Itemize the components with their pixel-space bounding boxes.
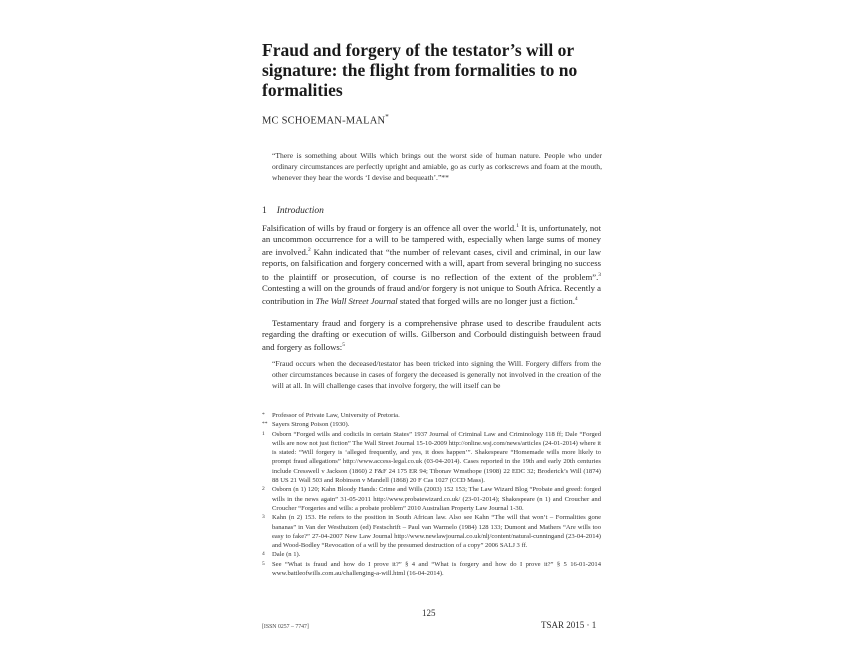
footnote [262,560,601,579]
author-footnote-marker: * [385,113,389,121]
text-run: stated that forged wills are no longer just a fiction. [397,295,575,306]
footnote [262,411,601,420]
footnote-ref: 2 [308,247,311,254]
page-number: 125 [422,608,436,618]
section-heading [262,206,324,216]
issn-line: [ISSN 0257 – 7747] [262,624,309,630]
footnote [262,550,601,559]
footnote-marker: * [262,412,265,418]
footnote-text: Dale (n 1). [272,551,301,559]
journal-name: The Wall Street Journal [315,295,398,306]
author-line [262,113,389,127]
footnote [262,485,601,513]
footnote-ref: 1 [516,223,519,229]
footnote [262,513,601,550]
footnote [262,430,601,486]
footnote-text: Osborn (n 1) 120; Kahn Bloody Hands: Crime and Wills (2003) 152 153; The Law Wizard Blog “Probate and greed: forged wills in the news again” 31-05-2011 http://www.probatewizard.co.uk/ (23-01-2014); Shakespeare (n 1) and Croucher and Croucher “Forgeries and wills: a probate problem” 2010 Australian Property Law Journal 1-30. [272,486,601,512]
footnote-text: Osborn “Forged wills and codicils in certain States” 1937 Journal of Criminal Law and Criminology 118 ff; Dale “Forged wills are now not just fiction” The Wall Street Journal 15-10-2009 http://online.wsj.com/news/articles (24-01-2014) where it is stated: “Will forgery is ‘alleged frequently, and yes, it does happen’”. Shakespeare “Homemade wills more likely to prompt fraud allegations” http://www.access-legal.co.uk (03-04-2014). Cases reported in the 19th and early 20th centuries include Cresswell v Jackson (1860) 2 F&F 24 175 ER 94; Tibonav Wmsthope (1908) 22 EDC 32; Broderick’s Will (1874) 88 US 21 Wall 503 and Robinson v Mandell (1868) 20 F Cas 1027 (CCD Mass). [272,430,601,485]
footnote-marker: 4 [262,551,265,558]
epigraph: “There is something about Wills which brings out the worst side of human nature. People who under ordinary circumstances are perfectly upright and amiable, go as curly as corkscrews and foam at the mouth, whenever they hear the words ‘I devise and bequeath’.”** [272,151,602,182]
article-title: Fraud and forgery of the testator’s will or signature: the flight from formalities to no formalities [262,40,578,100]
footnote-ref: 4 [574,295,578,302]
section-number: 1 [262,206,267,216]
footnote-marker: ** [262,421,268,428]
body-paragraph-1 [262,221,601,307]
text-run: Kahn indicated that “the number of relevant cases, civil and criminal, in our law reports, on falsification and forgery concerned with a will, apart from several bringing no success to the plaintiff or prosecution, of course is no reflection of the extent of the problem”. [262,247,601,282]
author-name: MC SCHOEMAN-MALAN [262,115,386,127]
section-title: Introduction [276,206,324,216]
footnote [262,420,601,429]
footnote-marker: 2 [262,486,265,493]
journal-footer: TSAR 2015 · 1 [541,620,597,630]
footnotes [262,411,601,578]
footnote-text: See “What is fraud and how do I prove it?” § 4 and “What is forgery and how do I prove it?” § 5 16-01-2014 www.battleofwills.com.au/challenging-a-will.html (16-04-2014). [272,560,601,578]
text-run: Testamentary fraud and forgery is a comprehensive phrase used to describe fraudulent acts regarding the drafting or execution of wills. Gilberson and Corbould distinguish between fraud and forgery as follows: [262,318,601,353]
text-run: It is, unfortunately, not an uncommon occurrence for a will to be tampered with, especially when large sums of money are involved. [262,222,601,258]
text-run: Falsification of wills by fraud or forgery is an offence all over the world. [262,222,517,233]
footnote-ref: 3 [598,271,601,278]
footnote-text: Sayers Strong Poison (1930). [272,421,350,429]
body-paragraph-2 [262,318,601,354]
footnote-text: Professor of Private Law, University of Pretoria. [272,412,400,419]
footnote-text: Kahn (n 2) 153. He refers to the position in South African law. Also see Kahn “The will that won’t – Formalities gone bananas” in Van der Westhuizen (ed) Festschrift – Paul van Warmelo (1984) 128 133; Dumont and Mathers “Are wills too easy to fake?” 27-04-2007 New Law Journal http://www.newlawjournal.co.uk/nlj/content/natural-cunningand (23-04-2014) and Wood-Bodley “Revocation of a will by the presumed destruction of a copy” 2006 SALJ 3 ff. [272,514,601,550]
footnote-marker: 3 [262,514,265,521]
footnote-marker: 1 [262,430,265,437]
footnote-ref: 5 [342,342,345,349]
block-quote: “Fraud occurs when the deceased/testator has been tricked into signing the Will. Forgery differs from the other circumstances because in cases of forgery the deceased is generally not involved in the creation of the will at all. In will challenge cases that involve forgery, the will itself can be [272,359,601,390]
text-run: Contesting a will on the grounds of fraud and/or forgery is not unique to South Africa. Recently a contribution in [262,282,601,306]
footnote-marker: 5 [262,560,265,567]
